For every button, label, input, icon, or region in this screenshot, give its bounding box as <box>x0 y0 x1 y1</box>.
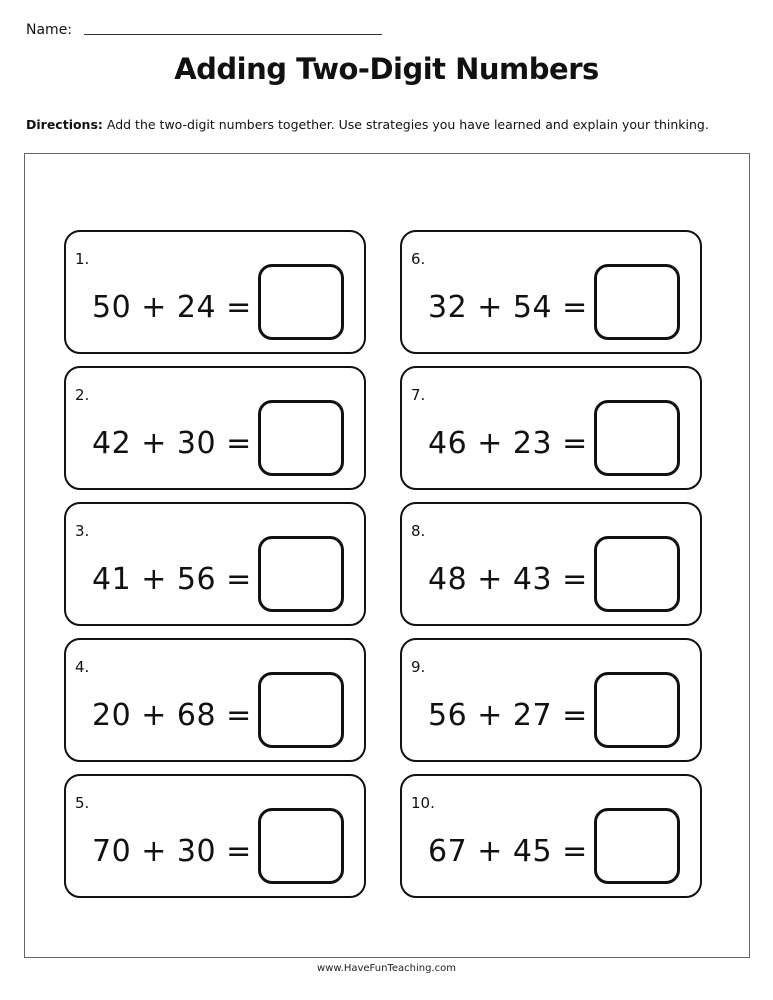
problem-card <box>400 638 702 762</box>
problem-equation: 50 + 24 = <box>92 290 252 325</box>
page-title: Adding Two-Digit Numbers <box>174 52 599 86</box>
problem-equation: 41 + 56 = <box>92 562 252 597</box>
problem-number: 6. <box>411 250 426 268</box>
problem-equation: 70 + 30 = <box>92 834 252 869</box>
problem-card <box>400 502 702 626</box>
directions-label: Directions: <box>26 117 103 132</box>
problem-number: 2. <box>75 386 90 404</box>
problem-card <box>64 502 366 626</box>
directions-text: Add the two-digit numbers together. Use strategies you have learned and explain your thinking. <box>102 117 709 132</box>
answer-box[interactable] <box>594 264 680 340</box>
answer-box[interactable] <box>258 808 344 884</box>
footer-website: www.HaveFunTeaching.com <box>317 963 456 974</box>
problem-equation: 48 + 43 = <box>428 562 588 597</box>
problem-card <box>400 366 702 490</box>
problem-card <box>64 366 366 490</box>
directions <box>26 117 756 132</box>
problem-equation: 67 + 45 = <box>428 834 588 869</box>
problem-equation: 32 + 54 = <box>428 290 588 325</box>
answer-box[interactable] <box>258 672 344 748</box>
problem-number: 4. <box>75 658 90 676</box>
answer-box[interactable] <box>594 536 680 612</box>
answer-box[interactable] <box>594 400 680 476</box>
problem-number: 9. <box>411 658 426 676</box>
problem-number: 8. <box>411 522 426 540</box>
problem-equation: 56 + 27 = <box>428 698 588 733</box>
problem-number: 5. <box>75 794 90 812</box>
name-label: Name: <box>26 22 73 38</box>
name-row <box>26 22 382 38</box>
problem-card <box>400 774 702 898</box>
answer-box[interactable] <box>258 536 344 612</box>
problem-equation: 46 + 23 = <box>428 426 588 461</box>
problem-number: 1. <box>75 250 90 268</box>
problem-number: 10. <box>411 794 435 812</box>
problem-card <box>64 774 366 898</box>
answer-box[interactable] <box>594 808 680 884</box>
problem-card <box>400 230 702 354</box>
problem-equation: 20 + 68 = <box>92 698 252 733</box>
name-input-line[interactable] <box>84 34 382 35</box>
problem-card <box>64 638 366 762</box>
answer-box[interactable] <box>258 400 344 476</box>
answer-box[interactable] <box>258 264 344 340</box>
problem-equation: 42 + 30 = <box>92 426 252 461</box>
problem-number: 3. <box>75 522 90 540</box>
problem-number: 7. <box>411 386 426 404</box>
answer-box[interactable] <box>594 672 680 748</box>
problem-card <box>64 230 366 354</box>
